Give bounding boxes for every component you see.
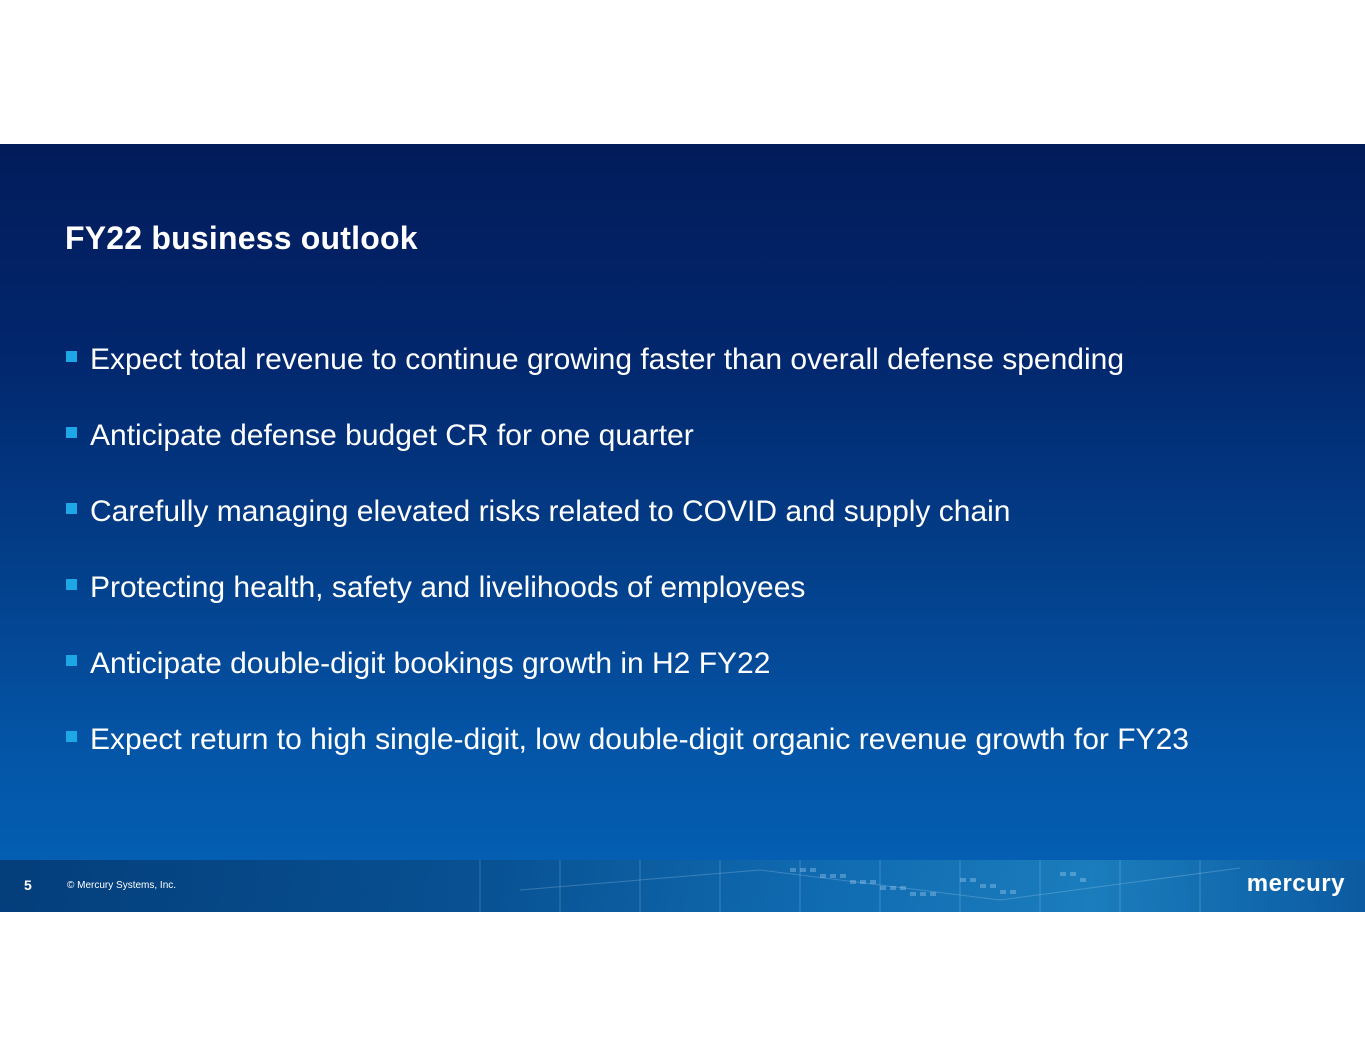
slide-title: FY22 business outlook <box>65 220 418 256</box>
bullet-item <box>66 322 1189 398</box>
bullet-item <box>66 398 1189 474</box>
bullet-item <box>66 626 1189 702</box>
bullet-item <box>66 550 1189 626</box>
bullet-text: Protecting health, safety and livelihoods of employees <box>90 571 806 604</box>
circuit-texture-image <box>0 860 1365 912</box>
bullet-list <box>66 322 1189 778</box>
mercury-logo: mercury <box>1246 870 1345 897</box>
bullet-text: Expect total revenue to continue growing faster than overall defense spending <box>90 343 1125 376</box>
square-bullet-icon <box>66 579 77 590</box>
bullet-text: Carefully managing elevated risks related to COVID and supply chain <box>90 495 1011 528</box>
bullet-item <box>66 474 1189 550</box>
bullet-text: Anticipate defense budget CR for one quarter <box>90 419 694 452</box>
copyright-text: © Mercury Systems, Inc. <box>67 880 177 891</box>
footer-bar <box>0 860 1365 912</box>
bullet-item <box>66 702 1189 778</box>
square-bullet-icon <box>66 351 77 362</box>
square-bullet-icon <box>66 427 77 438</box>
square-bullet-icon <box>66 503 77 514</box>
page-number: 5 <box>24 877 32 893</box>
square-bullet-icon <box>66 655 77 666</box>
bullet-text: Expect return to high single-digit, low double-digit organic revenue growth for FY23 <box>90 723 1189 756</box>
square-bullet-icon <box>66 731 77 742</box>
slide <box>0 144 1365 912</box>
bullet-text: Anticipate double-digit bookings growth in H2 FY22 <box>90 647 771 680</box>
